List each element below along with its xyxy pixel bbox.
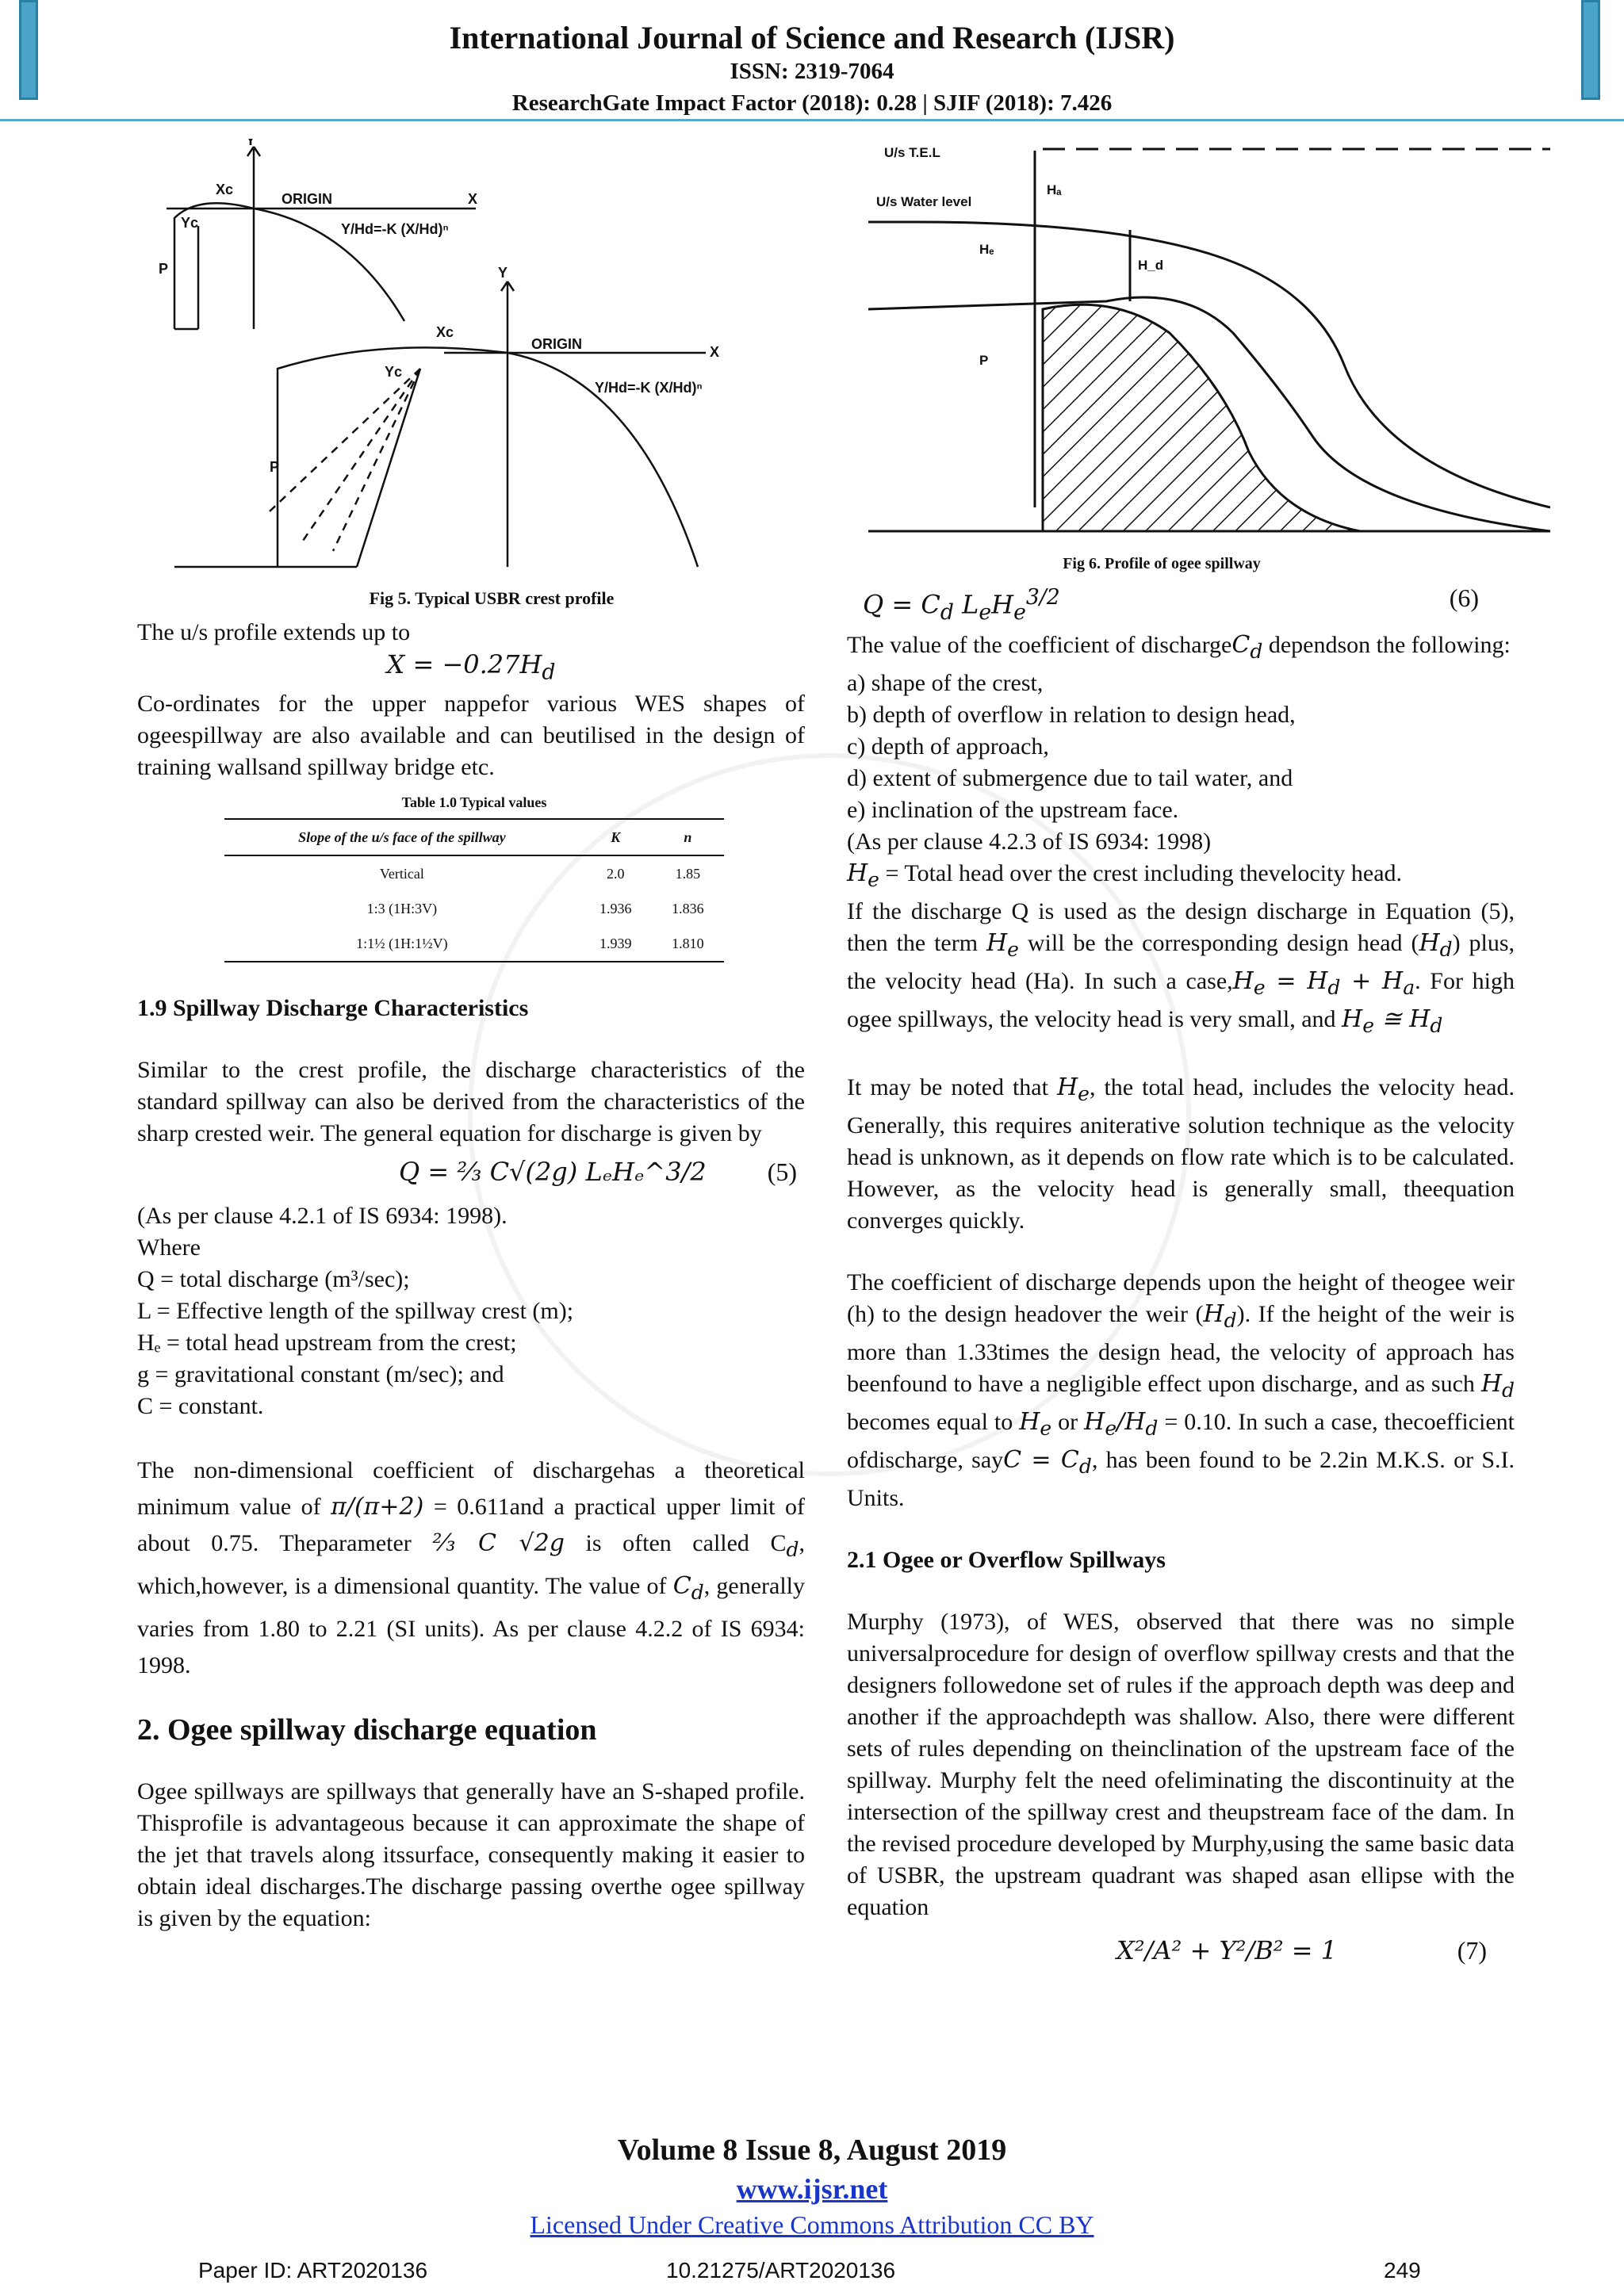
footer-page-number: 249 (1384, 2258, 1421, 2283)
equation-7-number: (7) (1457, 1936, 1487, 1965)
table-row (224, 855, 724, 891)
issn: ISSN: 2319-7064 (730, 59, 894, 84)
definition-g: g = gravitational constant (m/sec); and (137, 1361, 504, 1388)
right-para-5: Murphy (1973), of WES, observed that there was no simple universalprocedure for design of overflow spillway crests and that the designers followedone set of rules if the approach depth was deep and another if the approachdepth was shallow. Also, there were different sets of rules depending on theinclination of the upstream face of the spillway. Murphy felt the need ofeliminating the discontinuity at the intersection of the spillway crest and theupstream face of the dam. In the revised procedure developed by Murphy,using the same basic data of USBR, the upstream quadrant was shaped asan ellipse with the equation (847, 1609, 1515, 1920)
list-item: c) depth of approach, (847, 733, 1049, 760)
figure-6-drawing (868, 135, 1550, 563)
left-para-5: The non-dimensional coefficient of dischargehas a theoretical minimum value of π/(π+2) = 0.611and a practical upper limit of about 0.75. Theparameter ⅔ C √2g is often called $C_d$, which,however, is a dimensional quantity. The value of $C_d$, generally varies from 1.80 to 2.21 (SI units). As per clause 4.2.2 of IS 6934: 1998. (137, 1457, 806, 1679)
journal-title: International Journal of Science and Research (IJSR) (449, 20, 1175, 55)
table-cell: 1.85 (675, 866, 701, 882)
table-cell: 1.939 (580, 926, 652, 962)
equation-5 (137, 1150, 805, 1200)
left-column (137, 617, 805, 1934)
equation-x-limit: $X = -0.27H_d$ (386, 649, 556, 685)
definition-l: L = Effective length of the spillway crest (m); (137, 1298, 574, 1325)
definition-he: Hₑ = total head upstream from the crest; (137, 1330, 517, 1357)
fig6-he-label: Hₑ (979, 242, 994, 257)
fig5-origin-label: ORIGIN (282, 191, 333, 207)
equation-5-number: (5) (767, 1158, 797, 1187)
table-row (224, 926, 724, 962)
definition-q: Q = total discharge (m³/sec); (137, 1266, 410, 1293)
equation-7 (847, 1923, 1515, 1979)
fig5-xc-label-2: Xc (436, 324, 454, 340)
fig5-origin-label-2: ORIGIN (531, 336, 583, 352)
fig5-x-axis-label: X (468, 191, 478, 207)
fig5-p-label: P (159, 261, 169, 277)
list-item: b) depth of overflow in relation to design head, (847, 702, 1296, 728)
figure-6-caption: Fig 6. Profile of ogee spillway (1063, 555, 1261, 572)
table-header-n: n (652, 819, 724, 855)
list-item: e) inclination of the upstream face. (847, 797, 1179, 823)
equation-7-body: X²/A² + Y²/B² = 1 (1116, 1935, 1338, 1965)
list-item: a) shape of the crest, (847, 670, 1044, 696)
left-para-3: Similar to the crest profile, the discharge characteristics of the standard spillway can also be derived from the characteristics of the sharp crested weir. The general equation for discharge is given by (137, 1057, 805, 1147)
section-heading-1-9: 1.9 Spillway Discharge Characteristics (137, 995, 529, 1022)
he-definition: $H_e$ = Total head over the crest including thevelocity head. (847, 859, 1403, 891)
fig5-equation-label: Y/Hd=-K (X/Hd)ⁿ (341, 221, 449, 237)
fig6-water-level-label: U/s Water level (876, 194, 972, 209)
equation-6-body: $Q = C_d$ $L_eH_e^{3/2}$ (863, 585, 1060, 626)
footer-paper-id: Paper ID: ART2020136 (198, 2258, 428, 2283)
table-header-row (224, 819, 724, 855)
table-caption: Table 1.0 Typical values (401, 794, 547, 811)
right-para-4: The coefficient of discharge depends upon the height of theogee weir (h) to the design headover the weir $(H_d)$. If the height of the weir is more than 1.33times the design head, the velocity of approach has beenfound to have a negligible effect upon discharge, and as such $H_d$ becomes equal to $H_e$ or $H_e/H_d = 0.10$. In such a case, thecoefficient ofdischarge, sayC = $C_d$, has been found to be 2.2in M.K.S. or S.I. Units. (847, 1269, 1515, 1511)
clause-reference: (As per clause 4.2.3 of IS 6934: 1998) (847, 828, 1212, 855)
section-heading-2-1: 2.1 Ogee or Overflow Spillways (847, 1547, 1166, 1573)
table-cell: 1:3 (1H:3V) (366, 901, 438, 917)
right-para-3: It may be noted that $H_e$, the total head, includes the velocity head. Generally, this requires aniterative solution technique as the velocity head is unknown, as it depends on flow rate which is to be calculated. However, as the velocity head is generally small, theequation converges quickly. (847, 1073, 1515, 1234)
header-divider (0, 119, 1624, 121)
fig6-p-label: P (979, 353, 989, 368)
table-cell: 1:1½ (1H:1½V) (224, 926, 580, 962)
figure-5-drawing (143, 139, 825, 583)
footer-doi: 10.21275/ART2020136 (666, 2258, 896, 2283)
table-header-slope: Slope of the u/s face of the spillway (224, 819, 580, 855)
left-para-6: Ogee spillways are spillways that generally have an S-shaped profile. Thisprofile is advantageous because it can approximate the shape of the jet that travels along itssurface, consequently making it easier to obtain ideal discharges.The discharge passing overthe ogee spillway is given by the equation: (137, 1778, 805, 1932)
figure-5-caption: Fig 5. Typical USBR crest profile (369, 588, 615, 608)
table-cell: 1.936 (599, 901, 632, 917)
fig6-ha-label: Hₐ (1047, 182, 1062, 197)
equation-5-body: Q = ⅔ C√(2g) LₑHₑ^3/2 (399, 1157, 707, 1188)
fig5-y-axis-label-2: Y (498, 265, 508, 281)
equation-6-number: (6) (1449, 584, 1479, 612)
table-cell: 1.810 (652, 926, 724, 962)
left-para-2: Co-ordinates for the upper nappefor various WES shapes of ogeespillway are also available and can beutilised in the design of training wallsand spillway bridge etc. (137, 691, 805, 781)
fig5-y-axis-label: Y (246, 139, 256, 148)
impact-factor: ResearchGate Impact Factor (2018): 0.28 | SJIF (2018): 7.426 (511, 90, 1113, 116)
fig6-hd-label: H_d (1138, 258, 1164, 273)
where-label: Where (137, 1234, 201, 1261)
definition-c: C = constant. (137, 1393, 264, 1420)
table-row (224, 891, 724, 926)
table-cell: 1.836 (672, 901, 704, 917)
footer-license-wrap (0, 2210, 1624, 2240)
footer-site-link[interactable]: www.ijsr.net (736, 2173, 888, 2205)
figure-6 (868, 135, 1550, 563)
list-item: d) extent of submergence due to tail water, and (847, 765, 1293, 791)
left-para-1: The u/s profile extends up to (137, 619, 411, 645)
right-column (847, 579, 1515, 1979)
left-para-4: (As per clause 4.2.1 of IS 6934: 1998). (137, 1203, 508, 1230)
fig5-x-axis-label-2: X (710, 344, 720, 360)
section-heading-2: 2. Ogee spillway discharge equation (137, 1713, 597, 1747)
fig5-yc-label-2: Yc (385, 364, 403, 380)
fig5-equation-label-2: Y/Hd=-K (X/Hd)ⁿ (595, 380, 703, 396)
table-cell: Vertical (379, 866, 424, 882)
footer-license-link[interactable]: Licensed Under Creative Commons Attribution CC BY (530, 2210, 1094, 2239)
typical-values-table (224, 818, 724, 962)
fig5-p-label-2: P (270, 459, 280, 475)
fig5-xc-label: Xc (216, 182, 234, 197)
figure-5 (143, 139, 825, 583)
footer-volume: Volume 8 Issue 8, August 2019 (617, 2133, 1007, 2167)
table-header-k: K (580, 819, 652, 855)
table-cell: 2.0 (607, 866, 625, 882)
right-para-1: The value of the coefficient of dischargeC$_d$ dependson the following: (847, 631, 1511, 663)
right-para-2: If the discharge Q is used as the design discharge in Equation (5), then the term $H_e$ will be the corresponding design head $(H_d)$ plus, the velocity head (Ha). In such a $case,H_e = H_d + H_a$. For high ogee spillways, the velocity head is very small, and $H_e$ ≅ $H_d$ (847, 898, 1515, 1037)
fig6-tel-label: U/s T.E.L (884, 145, 940, 160)
equation-6 (847, 579, 1515, 626)
fig5-yc-label: Yc (181, 215, 199, 231)
typical-values-table-wrap (137, 786, 805, 962)
footer-site-wrap (0, 2172, 1624, 2206)
